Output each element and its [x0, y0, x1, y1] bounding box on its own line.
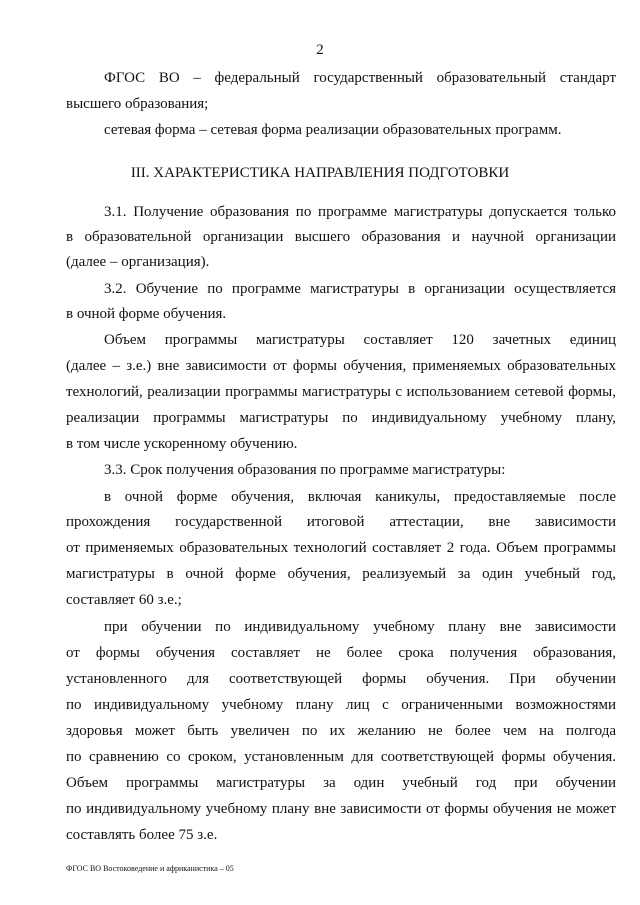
section-heading: III. ХАРАКТЕРИСТИКА НАПРАВЛЕНИЯ ПОДГОТОВКИ	[130, 165, 510, 181]
text-line: ФГОС ВО – федеральный государственный образовательный стандарт	[104, 70, 616, 86]
text-line: (далее – з.е.) вне зависимости от формы обучения, применяемых образовательных	[66, 358, 616, 374]
text-line: от применяемых образовательных технологий составляет 2 года. Объем программы	[66, 540, 616, 556]
text-line: составляет 60 з.е.;	[66, 592, 182, 608]
text-line: здоровья может быть увеличен по их желанию не более чем на полгода	[66, 723, 616, 739]
text-line: в очной форме обучения, включая каникулы, предоставляемые после	[104, 489, 616, 505]
text-line: при обучении по индивидуальному учебному плану вне зависимости	[104, 619, 616, 635]
text-line: магистратуры в очной форме обучения, реализуемый за один учебный год,	[66, 566, 616, 582]
text-line: Объем программы магистратуры за один учебный год при обучении	[66, 775, 616, 791]
text-line: высшего образования;	[66, 96, 209, 112]
text-line: в том числе ускоренному обучению.	[66, 436, 298, 452]
text-line: по сравнению со сроком, установленным для соответствующей формы обучения.	[66, 749, 616, 765]
page-number: 2	[316, 42, 324, 58]
page-footer: ФГОС ВО Востоковедение и африканистика – 05	[66, 864, 234, 873]
text-line: Объем программы магистратуры составляет 120 зачетных единиц	[104, 332, 616, 348]
text-line: составлять более 75 з.е.	[66, 827, 218, 843]
text-line: в образовательной организации высшего образования и научной организации	[66, 229, 616, 245]
text-line: в очной форме обучения.	[66, 306, 227, 322]
text-line: прохождения государственной итоговой аттестации, вне зависимости	[66, 514, 616, 530]
text-line: по индивидуальному учебному плану вне зависимости от формы обучения не может	[66, 801, 616, 817]
text-line: 3.1. Получение образования по программе магистратуры допускается только	[104, 204, 616, 220]
text-line: установленного для соответствующей формы обучения. При обучении	[66, 671, 616, 687]
text-line: (далее – организация).	[66, 254, 210, 270]
text-line: 3.2. Обучение по программе магистратуры в организации осуществляется	[104, 281, 616, 297]
text-line: реализации программы магистратуры по индивидуальному учебному плану,	[66, 410, 616, 426]
text-line: от формы обучения составляет не более срока получения образования,	[66, 645, 616, 661]
text-line: технологий, реализации программы магистратуры с использованием сетевой формы,	[66, 384, 616, 400]
text-line: по индивидуальному учебному плану лиц с ограниченными возможностями	[66, 697, 616, 713]
text-line: 3.3. Срок получения образования по программе магистратуры:	[104, 462, 506, 478]
text-line: сетевая форма – сетевая форма реализации образовательных программ.	[104, 122, 562, 138]
